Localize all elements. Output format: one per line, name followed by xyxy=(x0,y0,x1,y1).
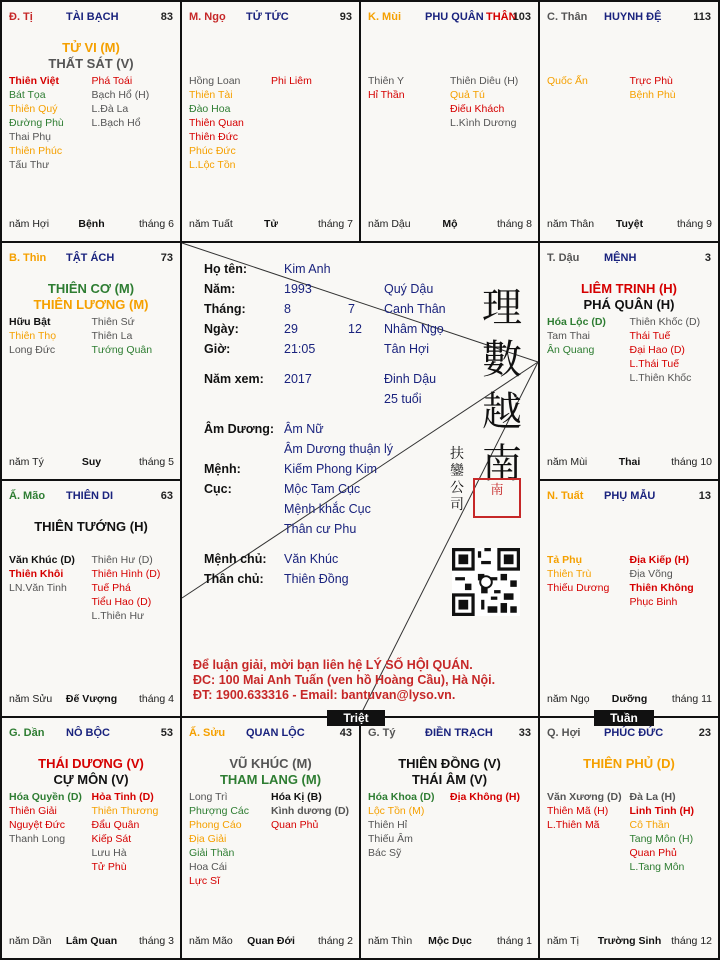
minor-star: Tam Thai xyxy=(547,330,590,342)
minor-star: Hóa Quyền (D) xyxy=(9,791,82,803)
view-year-label: Năm xem: xyxy=(204,372,264,386)
minor-star: Tả Phụ xyxy=(547,554,583,566)
palace-branch: B. Thìn xyxy=(9,252,47,264)
palace-footer xyxy=(547,218,712,232)
dai-han-year: năm Ngọ xyxy=(547,693,590,705)
month-solar: 8 xyxy=(284,302,291,316)
minor-star: Hóa Khoa (D) xyxy=(368,791,435,803)
minor-star: Phá Toái xyxy=(91,75,133,87)
main-star: THÁI DƯƠNG (V) xyxy=(38,756,144,771)
than-chu-value: Thiên Đồng xyxy=(284,572,349,586)
minor-star: LN.Văn Tinh xyxy=(9,582,67,594)
minor-star: Thiên Phúc xyxy=(9,145,63,157)
trang-sinh-stage: Suy xyxy=(81,456,102,468)
minor-star: Thiếu Dương xyxy=(547,582,610,594)
palace-branch: Q. Hợi xyxy=(547,727,581,739)
trang-sinh-stage: Quan Đới xyxy=(247,935,295,947)
trang-sinh-stage: Mộc Dục xyxy=(428,935,472,947)
minor-star: Phượng Các xyxy=(189,805,250,817)
phone-email-line[interactable]: ĐT: 1900.633316 - Email: bantuvan@lyso.vn. xyxy=(193,688,456,702)
minor-star: Văn Xương (D) xyxy=(547,791,622,803)
minor-star: Lộc Tồn (M) xyxy=(368,805,425,817)
palace-name: PHU QUÂN xyxy=(425,11,484,23)
palace-name: PHỤ MẪU xyxy=(604,490,656,502)
dai-han-year: năm Thìn xyxy=(368,935,413,947)
than-chu-label: Thân chủ: xyxy=(204,572,264,586)
palace-mao[interactable] xyxy=(2,481,180,716)
main-star: THIÊN ĐỒNG (V) xyxy=(398,756,501,771)
palace-ty[interactable] xyxy=(361,718,538,958)
palace-footer xyxy=(9,693,174,707)
main-star: TỬ VI (M) xyxy=(62,40,120,55)
main-stars xyxy=(2,281,180,313)
palace-branch: Ấ. Mão xyxy=(9,490,46,502)
minor-star: Địa Giải xyxy=(189,833,227,845)
minor-star: Thiên Sứ xyxy=(91,316,135,328)
palace-header xyxy=(182,727,359,743)
main-stars xyxy=(540,281,718,313)
menh-label: Mệnh: xyxy=(204,462,241,476)
palace-header xyxy=(540,727,718,743)
palace-suu[interactable] xyxy=(182,718,359,958)
calligraphy-side-text: 扶鑾公司 xyxy=(450,446,464,513)
palace-number: 63 xyxy=(160,490,173,502)
minor-star: Thiên Khốc (D) xyxy=(629,316,701,328)
minor-star: Hoa Cái xyxy=(189,861,227,873)
main-star: THẤT SÁT (V) xyxy=(48,56,134,71)
minor-star: Long Trì xyxy=(189,791,228,803)
minor-star: Kiếp Sát xyxy=(91,833,132,845)
palace-number: 43 xyxy=(339,727,352,739)
hour-can-chi: Tân Hợi xyxy=(384,342,430,356)
minor-star: Phi Liêm xyxy=(271,75,312,87)
day-can-chi: Nhâm Ngọ xyxy=(384,322,444,336)
palace-number: 93 xyxy=(339,11,352,23)
minor-star: Hỏa Tinh (D) xyxy=(91,791,154,803)
main-stars xyxy=(2,519,180,535)
palace-name: MỆNH xyxy=(604,252,637,264)
palace-footer xyxy=(547,693,712,707)
am-duong-label: Âm Dương: xyxy=(204,422,275,436)
dai-han-year: năm Sửu xyxy=(9,693,53,705)
cuc-value: Mộc Tam Cục xyxy=(284,482,361,496)
palace-footer xyxy=(9,218,174,232)
minor-star: Điếu Khách xyxy=(450,103,505,115)
minor-star: Thái Tuế xyxy=(629,330,671,342)
red-seal-stamp: 南 xyxy=(473,478,521,518)
contact-block xyxy=(193,658,533,703)
minor-star: Thiên Thọ xyxy=(9,330,57,342)
luu-month: tháng 12 xyxy=(671,935,712,947)
main-stars xyxy=(2,40,180,72)
luu-month: tháng 3 xyxy=(138,935,174,947)
dai-han-year: năm Mão xyxy=(189,935,233,947)
qr-code-icon[interactable] xyxy=(452,548,520,616)
contact-line: Để luận giải, mời bạn liên hệ LÝ SỐ HỘI QUÁN. xyxy=(193,658,473,672)
am-duong-value: Âm Nữ xyxy=(284,422,324,436)
minor-star: Lực Sĩ xyxy=(189,875,220,887)
minor-star: Đào Hoa xyxy=(189,103,231,115)
palace-name: QUAN LỘC xyxy=(246,727,305,739)
year-can-chi: Quý Dậu xyxy=(384,282,434,296)
palace-ti[interactable] xyxy=(2,2,180,241)
hour-value: 21:05 xyxy=(284,342,316,356)
minor-star: Hữu Bật xyxy=(9,316,51,328)
palace-header xyxy=(540,490,718,506)
minor-star: Nguyệt Đức xyxy=(9,819,66,831)
trang-sinh-stage: Đế Vượng xyxy=(65,693,118,705)
minor-star: Thiên Quan xyxy=(189,117,244,129)
minor-star: Tướng Quân xyxy=(91,344,153,356)
palace-dau[interactable] xyxy=(540,243,718,479)
palace-name: TẬT ÁCH xyxy=(66,252,115,264)
palace-name: TỬ TỨC xyxy=(246,11,289,23)
age-value: 25 tuổi xyxy=(384,392,422,406)
main-star: CỰ MÔN (V) xyxy=(53,772,129,787)
minor-star: Thiên Thương xyxy=(91,805,159,817)
minor-star: Đẩu Quân xyxy=(91,819,140,831)
minor-star: Tấu Thư xyxy=(9,159,50,171)
minor-star: Bạch Hổ (H) xyxy=(91,89,150,101)
palace-number: 53 xyxy=(160,727,173,739)
palace-branch: G. Tý xyxy=(368,727,396,739)
luu-month: tháng 7 xyxy=(317,218,353,230)
minor-star: Địa Võng xyxy=(629,568,673,580)
trang-sinh-stage: Tuyệt xyxy=(615,218,644,230)
cuc-note: Mệnh khắc Cục xyxy=(284,502,371,516)
luu-month: tháng 11 xyxy=(671,693,712,705)
minor-star: Bệnh Phù xyxy=(629,89,676,101)
than-marker: THÂN xyxy=(486,11,517,23)
trang-sinh-stage: Dưỡng xyxy=(611,693,648,705)
palace-branch: K. Mùi xyxy=(368,11,401,23)
year-label: Năm: xyxy=(204,282,236,296)
palace-footer xyxy=(9,935,174,949)
palace-number: 3 xyxy=(704,252,711,264)
dai-han-year: năm Dậu xyxy=(368,218,411,230)
name-label: Họ tên: xyxy=(204,262,248,276)
month-can-chi: Canh Thân xyxy=(384,302,446,316)
palace-mui[interactable] xyxy=(361,2,538,241)
main-star: THIÊN LƯƠNG (M) xyxy=(33,297,149,312)
dai-han-year: năm Dần xyxy=(9,935,52,947)
dai-han-year: năm Mùi xyxy=(547,456,588,468)
minor-star: L.Thiên Hư xyxy=(91,610,145,622)
minor-star: L.Tang Môn xyxy=(629,861,685,873)
palace-name: TÀI BẠCH xyxy=(66,11,119,23)
luu-month: tháng 6 xyxy=(138,218,174,230)
minor-star: Tử Phù xyxy=(91,861,127,873)
minor-star: L.Bạch Hổ xyxy=(91,117,141,129)
minor-star: Văn Khúc (D) xyxy=(9,554,75,566)
view-year-value: 2017 xyxy=(284,372,312,386)
trang-sinh-stage: Trường Sinh xyxy=(597,935,662,947)
palace-footer xyxy=(547,456,712,470)
palace-footer xyxy=(547,935,712,949)
main-stars xyxy=(361,756,538,788)
minor-star: Hóa Kị (B) xyxy=(271,791,322,803)
tuan-tag: Tuần xyxy=(594,710,654,726)
menh-chu-value: Văn Khúc xyxy=(284,552,339,566)
palace-ngo[interactable] xyxy=(182,2,359,241)
palace-name: HUYNH ĐỆ xyxy=(604,11,662,23)
palace-name: THIÊN DI xyxy=(66,490,114,502)
palace-branch: C. Thân xyxy=(547,11,588,23)
minor-star: Quốc Ấn xyxy=(547,75,588,87)
minor-star: Đà La (H) xyxy=(629,791,676,803)
minor-star: L.Thái Tuế xyxy=(629,358,680,370)
minor-star: Tuế Phá xyxy=(91,582,131,594)
palace-branch: T. Dậu xyxy=(547,252,580,264)
minor-star: Thiên Đức xyxy=(189,131,239,143)
palace-branch: G. Dần xyxy=(9,727,45,739)
minor-star: Thiên Trù xyxy=(547,568,592,580)
minor-star: Hồng Loan xyxy=(189,75,241,87)
luu-month: tháng 10 xyxy=(671,456,712,468)
minor-star: Thiên Tài xyxy=(189,89,233,101)
minor-star: Tang Môn (H) xyxy=(629,833,694,845)
minor-star: Long Đức xyxy=(9,344,56,356)
menh-chu-label: Mệnh chủ: xyxy=(204,552,267,566)
day-solar: 29 xyxy=(284,322,298,336)
palace-than[interactable] xyxy=(540,2,718,241)
minor-star: Thiên Hư (D) xyxy=(91,554,153,566)
minor-star: L.Thiên Khốc xyxy=(629,372,692,384)
month-label: Tháng: xyxy=(204,302,246,316)
main-star: THIÊN PHỦ (D) xyxy=(583,756,675,771)
palace-number: 33 xyxy=(518,727,531,739)
minor-star: Thiên Hỉ xyxy=(368,819,408,831)
palace-dan[interactable] xyxy=(2,718,180,958)
palace-header xyxy=(2,252,180,268)
main-star: THÁI ÂM (V) xyxy=(411,772,488,787)
minor-star: Thiếu Âm xyxy=(368,833,413,845)
minor-star: Thiên Y xyxy=(368,75,404,87)
year-value: 1993 xyxy=(284,282,312,296)
palace-tuat[interactable] xyxy=(540,481,718,716)
luu-month: tháng 9 xyxy=(676,218,712,230)
palace-header xyxy=(540,11,718,27)
palace-number: 83 xyxy=(160,11,173,23)
palace-branch: N. Tuất xyxy=(547,490,584,502)
luu-month: tháng 5 xyxy=(138,456,174,468)
minor-star: Kình dương (D) xyxy=(271,805,350,817)
minor-star: Thiên Mã (H) xyxy=(547,805,609,817)
minor-star: Bác Sỹ xyxy=(368,847,402,859)
main-star: THIÊN CƠ (M) xyxy=(47,281,135,296)
menh-value: Kiếm Phong Kim xyxy=(284,462,378,476)
than-cu-note: Thân cư Phu xyxy=(284,522,357,536)
minor-star: Thiên Không xyxy=(629,582,694,594)
palace-footer xyxy=(9,456,174,470)
dai-han-year: năm Tị xyxy=(547,935,579,947)
main-stars xyxy=(2,756,180,788)
luu-month: tháng 2 xyxy=(317,935,353,947)
minor-star: Thiên Việt xyxy=(9,75,59,87)
palace-number: 73 xyxy=(160,252,173,264)
trang-sinh-stage: Lâm Quan xyxy=(65,935,118,947)
palace-footer xyxy=(189,935,353,949)
main-stars xyxy=(540,756,718,772)
minor-star: Bát Tọa xyxy=(9,89,46,101)
month-lunar: 7 xyxy=(348,302,355,316)
main-star: THIÊN TƯỚNG (H) xyxy=(34,519,148,534)
minor-star: Trực Phù xyxy=(629,75,673,87)
palace-footer xyxy=(189,218,353,232)
luu-month: tháng 8 xyxy=(496,218,532,230)
palace-number: 103 xyxy=(512,11,531,23)
palace-name: ĐIỀN TRẠCH xyxy=(425,727,493,739)
view-year-can-chi: Đinh Dậu xyxy=(384,372,437,386)
minor-star: Thiên Giải xyxy=(9,805,57,817)
palace-header xyxy=(2,727,180,743)
minor-star: Thanh Long xyxy=(9,833,66,845)
minor-star: L.Kình Dương xyxy=(450,117,517,129)
main-star: PHÁ QUÂN (H) xyxy=(583,297,675,312)
palace-branch: M. Ngọ xyxy=(189,11,226,23)
palace-footer xyxy=(368,218,532,232)
palace-thin[interactable] xyxy=(2,243,180,479)
dai-han-year: năm Tuất xyxy=(189,218,233,230)
palace-header xyxy=(2,11,180,27)
palace-header xyxy=(361,11,538,27)
hour-label: Giờ: xyxy=(204,342,231,356)
palace-number: 23 xyxy=(698,727,711,739)
palace-header xyxy=(540,252,718,268)
palace-number: 13 xyxy=(698,490,711,502)
dai-han-year: năm Thân xyxy=(547,218,595,230)
palace-header xyxy=(2,490,180,506)
name-value: Kim Anh xyxy=(284,262,331,276)
palace-branch: Đ. Tị xyxy=(9,11,33,23)
minor-star: Đại Hao (D) xyxy=(629,344,685,356)
minor-star: Thai Phụ xyxy=(9,131,52,143)
palace-hoi[interactable] xyxy=(540,718,718,958)
am-duong-note: Âm Dương thuận lý xyxy=(284,442,393,456)
trang-sinh-stage: Mộ xyxy=(442,218,458,230)
calligraphy-logo: 理數越南 xyxy=(482,285,522,487)
main-star: LIÊM TRINH (H) xyxy=(580,281,678,296)
minor-star: Hóa Lộc (D) xyxy=(547,316,606,328)
palace-branch: Ấ. Sửu xyxy=(189,727,226,739)
palace-number: 113 xyxy=(693,11,711,23)
luu-month: tháng 4 xyxy=(138,693,174,705)
cuc-label: Cục: xyxy=(204,482,232,496)
minor-star: Thiên Diêu (H) xyxy=(450,75,519,87)
minor-star: Quả Tú xyxy=(450,89,485,101)
minor-star: Phục Binh xyxy=(629,596,678,608)
minor-star: Đường Phù xyxy=(9,117,64,129)
address-line: ĐC: 100 Mai Anh Tuấn (ven hồ Hoàng Cầu), Hà Nội. xyxy=(193,673,496,687)
minor-star: Quan Phủ xyxy=(271,819,319,831)
minor-star: Ân Quang xyxy=(547,344,595,356)
dai-han-year: năm Hợi xyxy=(9,218,50,230)
minor-star: Lưu Hà xyxy=(91,847,127,859)
day-lunar: 12 xyxy=(348,322,362,336)
trang-sinh-stage: Tử xyxy=(263,218,279,230)
trang-sinh-stage: Bệnh xyxy=(78,218,105,230)
minor-star: L.Thiên Mã xyxy=(547,819,600,831)
dai-han-year: năm Tý xyxy=(9,456,44,468)
minor-star: Giải Thần xyxy=(189,847,235,859)
main-star: THAM LANG (M) xyxy=(219,772,322,787)
palace-name: NÔ BỘC xyxy=(66,727,110,739)
palace-header xyxy=(361,727,538,743)
palace-name: PHÚC ĐỨC xyxy=(604,727,664,739)
minor-star: Cô Thần xyxy=(629,819,670,831)
main-star: VŨ KHÚC (M) xyxy=(229,756,312,771)
luu-month: tháng 1 xyxy=(496,935,532,947)
palace-header xyxy=(182,11,359,27)
trang-sinh-stage: Thai xyxy=(618,456,641,468)
minor-star: L.Đà La xyxy=(91,103,129,115)
minor-star: L.Lộc Tồn xyxy=(189,159,236,171)
minor-star: Quan Phủ xyxy=(629,847,677,859)
minor-star: Thiên Quý xyxy=(9,103,58,115)
day-label: Ngày: xyxy=(204,322,239,336)
minor-star: Phúc Đức xyxy=(189,145,236,157)
triet-tag: Triệt xyxy=(327,710,385,726)
minor-star: Thiên La xyxy=(91,330,133,342)
minor-star: Thiên Khôi xyxy=(9,568,64,580)
minor-star: Địa Kiếp (H) xyxy=(629,554,690,566)
minor-star: Hỉ Thần xyxy=(368,89,405,101)
minor-star: Phong Cáo xyxy=(189,819,242,831)
minor-star: Tiểu Hao (D) xyxy=(91,596,152,608)
minor-star: Linh Tinh (H) xyxy=(629,805,695,817)
minor-star: Thiên Hình (D) xyxy=(91,568,161,580)
palace-footer xyxy=(368,935,532,949)
main-stars xyxy=(182,756,359,788)
minor-star: Địa Không (H) xyxy=(450,791,520,803)
